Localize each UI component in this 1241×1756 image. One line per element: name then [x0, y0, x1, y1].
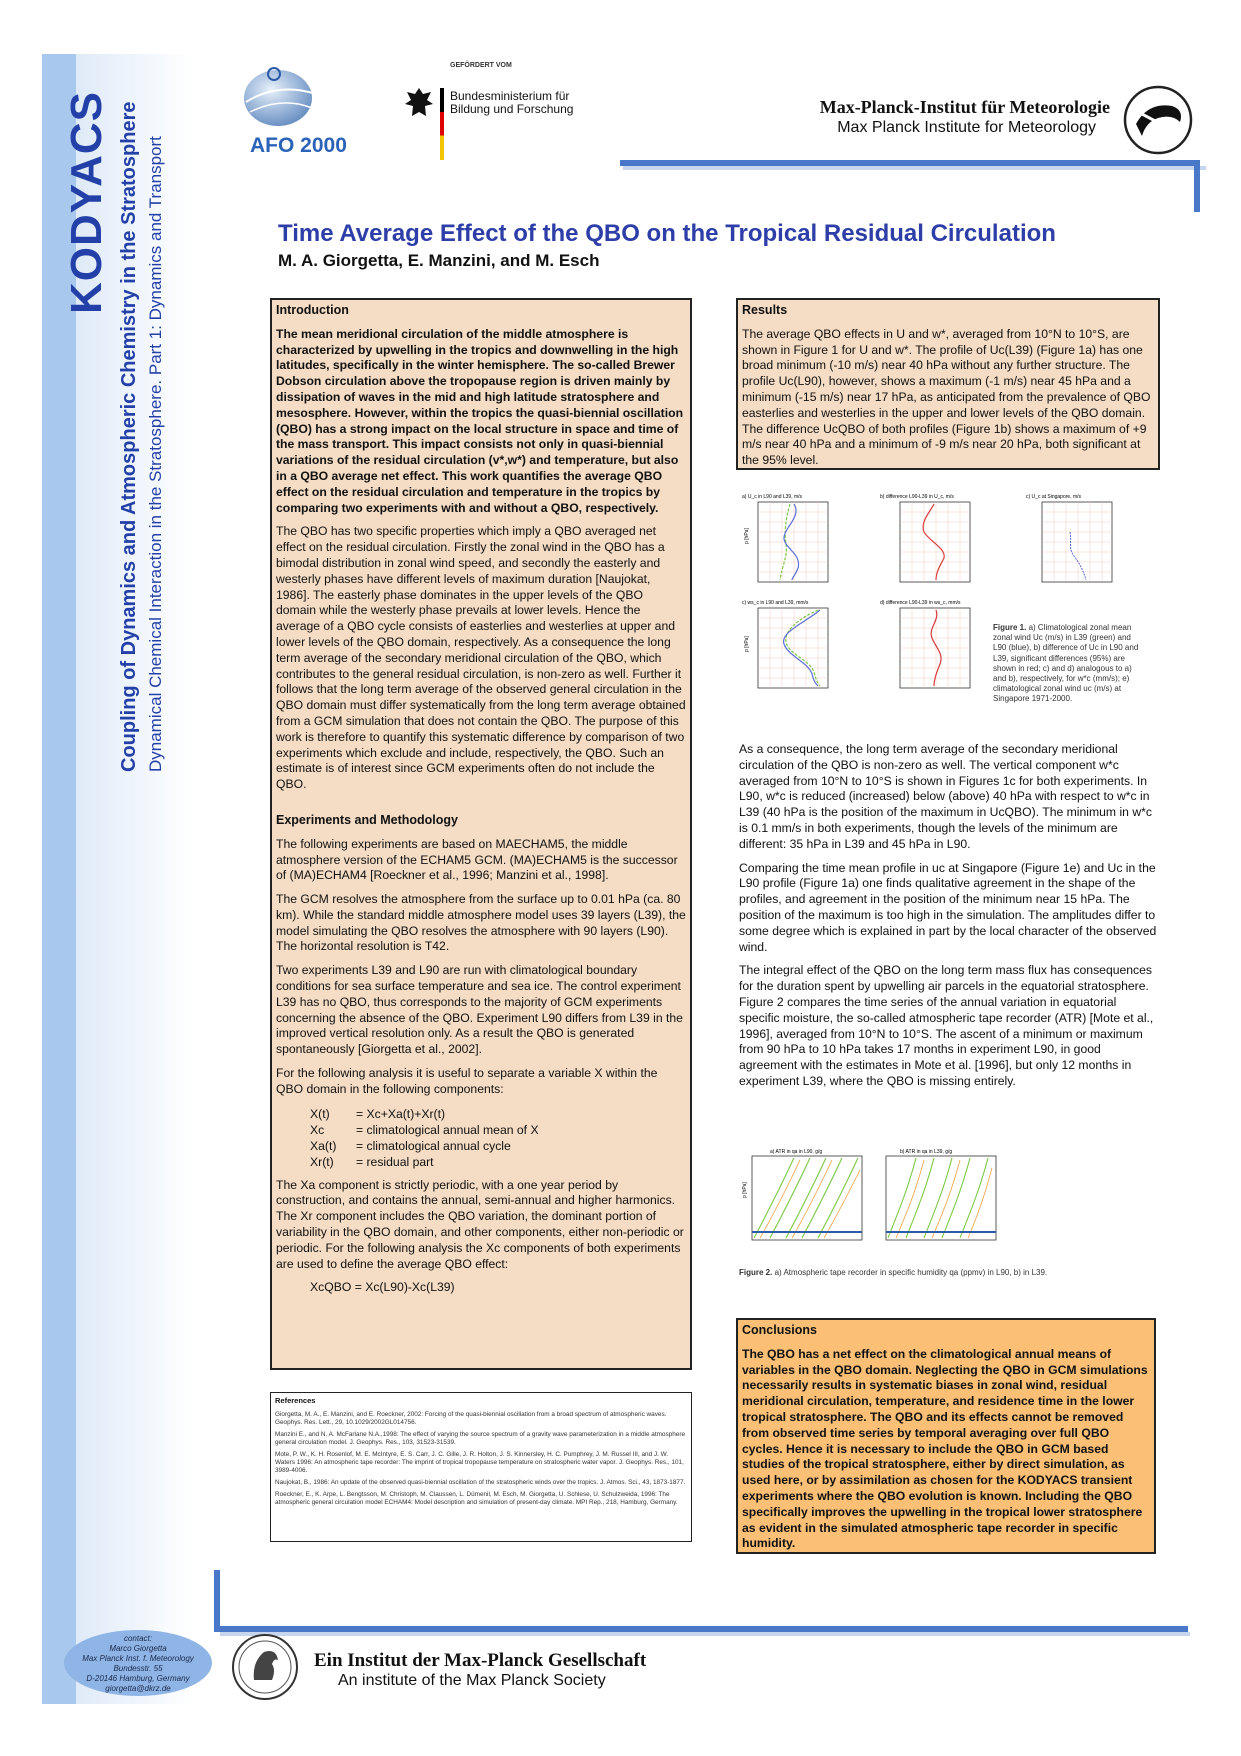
contact-line: Bundesstr. 55	[113, 1664, 163, 1673]
contact-line: Marco Giorgetta	[109, 1644, 167, 1653]
panel-title: b) ATR in qa in L39, g/g	[900, 1149, 953, 1155]
references-section	[270, 1392, 692, 1542]
results-paragraph: The average QBO effects in U and w*, averaged from 10°N to 10°S, are shown in Figure 1 for U and w*. The profile of Uc(L39) (Figure 1a) has one broad minimum (-10 m/s) near 40 hPa without any further structure. The profile Uc(L90), however, shows a maximum (-1 m/s) near 45 hPa and a minimum (-15 m/s) near 17 hPa, as anticipated from the prevalence of QBO easterlies and westerlies in the upper and lower levels of the QBO domain. The difference UcQBO of both profiles (Figure 1b) shows a maximum of +9 m/s near 40 hPa and a minimum of -9 m/s near 20 hPa, both significant at the 95% level.	[742, 326, 1151, 468]
mpi-meteorology-logo	[1122, 84, 1194, 156]
society-name-en: An institute of the Max Planck Society	[338, 1672, 606, 1689]
methods-paragraph: For the following analysis it is useful to separate a variable X within the QBO domain in the following components:	[276, 1066, 658, 1096]
minerva-logo	[230, 1632, 300, 1702]
formula-rhs: = climatological annual mean of X	[356, 1122, 539, 1137]
fig2-panel-b	[886, 1149, 996, 1240]
project-title: KODYACS	[62, 91, 111, 314]
caption-text: a) Atmospheric tape recorder in specific humidity qa (ppmv) in L90, b) in L39.	[774, 1268, 1048, 1277]
fig1-panel-c	[742, 600, 828, 688]
methods-paragraph: The following experiments are based on MAECHAM5, the middle atmosphere version of the ECHAM5 GCM. (MA)ECHAM5 is the successor of (MA)ECHAM4 [Roeckner et al., 1996; Manzini et al., 1998].	[276, 836, 678, 883]
frame-line	[214, 1626, 1188, 1632]
contact-email[interactable]: giorgetta@dkrz.de	[105, 1684, 171, 1693]
contact-line: contact:	[123, 1634, 152, 1643]
reference-item: Giorgetta, M. A., E. Manzini, and E. Roeckner, 2002: Forcing of the quasi-biennial oscillation from a broad spectrum of atmospheric waves. Geophys. Res. Lett., 29, 10.1029/2002GL014756.	[275, 1411, 667, 1426]
reference-item: Naujokat, B., 1986: An update of the observed quasi-biennial oscillation of the stratospheric winds over the tropics. J. Atmos. Sci., 43, 1873-1877.	[275, 1479, 686, 1486]
formula-rhs: = residual part	[356, 1154, 434, 1169]
frame-shadow	[623, 166, 1206, 170]
panel-title: a) U_c in L90 and L39, m/s	[742, 494, 803, 500]
panel-title: a) ATR in qa in L90, g/g	[770, 1149, 823, 1155]
section-heading: Conclusions	[742, 1323, 818, 1337]
results-paragraph: As a consequence, the long term average of the secondary meridional circulation of the QBO is non-zero as well. The vertical component w*c averaged from 10°N to 10°S is shown in Figures 1c for both experiments. In L90, w*c is reduced (increased) below (above) 40 hPa with respect to w*c in L39 (40 hPa is the position of the maximum in UcQBO). The minimum in w*c is 0.1 mm/s in both experiments, though the levels of the minimum are different: 35 hPa in L39 and 45 hPa in L90.	[739, 742, 1152, 851]
decomposition-formula	[276, 1106, 686, 1170]
fig1-panel-b	[880, 494, 970, 582]
section-heading: Introduction	[276, 303, 349, 317]
german-flag-stripe	[440, 88, 444, 160]
institute-name-en: Max Planck Institute for Meteorology	[837, 119, 1096, 136]
fig2-panel-a	[742, 1149, 862, 1240]
formula-lhs: X(t)	[310, 1106, 330, 1121]
section-heading: Experiments and Methodology	[276, 812, 458, 827]
formula-rhs: = climatological annual cycle	[356, 1138, 511, 1153]
frame-shadow	[220, 1632, 1190, 1636]
figure-2-caption	[739, 1268, 1047, 1277]
methods-paragraph: The Xa component is strictly periodic, with a one year period by construction, and contains the annual, semi-annual and higher harmonics. The Xr component includes the QBO variation, the dominant portion of variability in the QBO domain, and other components, either non-periodic or periodic. For the following analysis the Xc components of both experiments are used to define the average QBO effect:	[276, 1177, 684, 1271]
methods-paragraph: Two experiments L39 and L90 are run with climatological boundary conditions for sea surface temperature and sea ice. The control experiment L39 has no QBO, thus corresponds to the majority of GCM experiments concerning the absence of the QBO. Experiment L90 differs from L39 in the improved vertical resolution only. As a result the QBO is generated spontaneously [Giorgetta et al., 2002].	[276, 963, 683, 1057]
conclusions-paragraph: The QBO has a net effect on the climatological annual means of variables in the QBO domain. Neglecting the QBO in GCM simulations necessarily results in systematic biases in zonal wind, residual meridional circulation, temperature, and residence time in the lower tropical stratosphere. The QBO and its effects cannot be removed from observed time series by temporal averaging over full QBO cycles. Hence it is necessary to include the QBO in GCM based studies of the tropical stratosphere, either by direct simulation, as used here, or by assimilation as chosen for the KODYACS transient experiments where the QBO evolution is known. Including the QBO specifically improves the upwelling in the tropical lower stratosphere as evident in the simulated atmospheric tape recorder in specific humidity.	[742, 1346, 1148, 1551]
reference-item: Manzini E., and N. A. McFarlane N.A.,1998: The effect of varying the source spectrum of a gravity wave parameterization in a middle atmosphere general circulation model. J. Geophys. Res., 103, 31523-31539.	[275, 1431, 686, 1446]
panel-title: b) difference L90-L39 in U_c, m/s	[880, 494, 954, 500]
afo-label: AFO 2000	[250, 134, 347, 157]
section-heading: Results	[742, 303, 788, 317]
panel-title: d) difference L90-L39 in ws_c, mm/s	[880, 600, 961, 606]
caption-label: Figure 1.	[993, 623, 1027, 632]
reference-item: Mote, P. W., K. H. Rosenlof, M. E. McIntyre, E. S. Carr, J. C. Gille, J. R. Holton, J. S. Kinnersley, H. C. Pumphrey, J. M. Russel III, and J. W. Waters 1996: An atmospheric tape recorder: The imprint of tropical tropopause temperature on stratospheric water vapor. J. Geophys. Res., 101, 3989-4006.	[275, 1451, 684, 1474]
fig1-panel-d	[880, 600, 970, 688]
formula-lhs: Xc	[310, 1122, 325, 1137]
federal-eagle-icon	[404, 86, 434, 122]
panel-title: c) U_c at Singapore, m/s	[1026, 494, 1082, 500]
institute-name-de: Max-Planck-Institut für Meteorologie	[819, 97, 1110, 117]
frame-line	[1194, 160, 1200, 212]
caption-label: Figure 2.	[739, 1268, 773, 1277]
conclusions-section	[736, 1318, 1156, 1554]
axis-label: p [hPa]	[744, 636, 750, 652]
reference-item: Roeckner, E., K. Arpe, L. Bengtsson, M. Christoph, M. Claussen, L. Dümenil, M. Esch, M. Giorgetta, U. Schlese, U. Schulzweida, 1996: The atmospheric general circulation model ECHAM4: Model description and simulation of present-day climate. MPI Rep., 218, Hamburg, Germany.	[275, 1491, 678, 1506]
contact-line: D-20146 Hamburg, Germany	[86, 1674, 190, 1683]
afo-globe-logo	[238, 62, 324, 128]
figure-2	[740, 1148, 1002, 1244]
axis-label: p [hPa]	[744, 528, 750, 544]
intro-paragraph: The mean meridional circulation of the middle atmosphere is characterized by upwelling in the tropics and downwelling in the high latitudes, specifically in the winter hemisphere. The so-called Brewer Dobson circulation above the tropopause region is driven mainly by dissipation of waves in the mid and high latitude stratosphere and mesosphere. However, within the tropics the quasi-biennial oscillation (QBO) has a strong impact on the local structure in space and time of the mass transport. This impact consists not only in quasi-biennial variations of the residual circulation (v*,w*) and temperature, but also in a QBO average net effect. This work quantifies the average QBO effect on the residual circulation and temperature in the tropics by comparing two experiments with and without a QBO, respectively.	[276, 326, 684, 515]
frame-line	[214, 1570, 220, 1632]
figure-1-caption	[993, 623, 1143, 705]
frame-line	[620, 160, 1200, 166]
results-continued	[739, 742, 1159, 1098]
contact-line: Max Planck Inst. f. Meteorology	[82, 1654, 194, 1663]
bmbf-funding-note: GEFÖRDERT VOM	[450, 62, 512, 69]
fig1-panel-a	[742, 494, 828, 582]
references-heading: References	[275, 1396, 316, 1405]
fig1-panel-c-singapore	[1026, 494, 1112, 582]
results-section	[736, 298, 1160, 470]
poster-authors: M. A. Giorgetta, E. Manzini, and M. Esch	[278, 251, 600, 270]
methods-paragraph: The GCM resolves the atmosphere from the surface up to 0.01 hPa (ca. 80 km). While the standard middle atmosphere model uses 39 layers (L39), the model simulating the QBO resolves the atmosphere with 90 layers (L90). The horizontal resolution is T42.	[276, 892, 686, 954]
bmbf-name: Bundesministerium für Bildung und Forschung	[450, 89, 574, 116]
intro-paragraph: The QBO has two specific properties which imply a QBO averaged net effect on the residual circulation. Firstly the zonal wind in the QBO has a bimodal distribution in zonal wind speed, and secondly the easterly and westerly phases have different levels of maximum duration [Naujokat, 1986]. The easterly phase dominates in the upper levels of the QBO domain while the westerly phase prevails at lower levels. Hence the average of a QBO cycle consists of easterlies and westerlies at upper and lower levels of the QBO domain, respectively. As a consequence the long term average of the secondary meridional circulation of the QBO, which contributes to the general residual circulation, is non-zero as well. Further it follows that the long term average of the observed general circulation in the QBO domain must differ systematically from the long term average obtained from a GCM simulation that does not contain the QBO. The purpose of this work is therefore to quantify this systematic difference by comparison of two experiments which exclude and include, respectively, the QBO. Such an estimate is of interest since GCM experiments often do not include the QBO.	[276, 524, 686, 792]
poster-title: Time Average Effect of the QBO on the Tropical Residual Circulation	[278, 220, 1056, 247]
introduction-section	[270, 298, 692, 1370]
contact-badge	[64, 1630, 212, 1696]
formula-lhs: Xr(t)	[310, 1154, 334, 1169]
qbo-effect-formula: XcQBO = Xc(L90)-Xc(L39)	[310, 1280, 455, 1295]
society-name-de: Ein Institut der Max-Planck Gesellschaft	[314, 1650, 647, 1671]
formula-rhs: = Xc+Xa(t)+Xr(t)	[356, 1106, 446, 1121]
project-subtitle: Coupling of Dynamics and Atmospheric Chemistry in the Stratosphere	[118, 101, 140, 772]
formula-lhs: Xa(t)	[310, 1138, 337, 1153]
axis-label: p [hPa]	[742, 1182, 748, 1198]
results-paragraph: The integral effect of the QBO on the long term mass flux has consequences for the duration spent by upwelling air parcels in the equatorial stratosphere. Figure 2 compares the time series of the annual variation in equatorial specific moisture, the so-called atmospheric tape recorder (ATR) [Mote et al., 1996], averaged from 10°N to 10°S. The ascent of a minimum or maximum from 90 hPa to 10 hPa takes 17 months in experiment L90, in good agreement with the estimates in Mote et al. [1996], but only 12 months in experiment L39, where the QBO is missing entirely.	[739, 963, 1154, 1088]
project-part-title: Dynamical Chemical Interaction in the Stratosphere. Part 1: Dynamics and Transport	[146, 136, 165, 772]
caption-text: a) Climatological zonal mean zonal wind Uc (m/s) in L39 (green) and L90 (blue), b) difference of Uc in L90 and L39, significant differences (95%) are shown in red; c) and d) analogous to a) and b), respectively, for w*c (mm/s); e) climatological zonal wind uc (m/s) at Singapore 1971-2000.	[993, 623, 1139, 704]
results-paragraph: Comparing the time mean profile in uc at Singapore (Figure 1e) and Uc in the L90 profile (Figure 1a) one finds qualitative agreement in the shape of the profiles, and agreement in the position of the minimum near 15 hPa. The position of the maximum is too high in the simulation. The amplitudes differ to some degree which is explained in part by the local character of the observed wind.	[739, 860, 1157, 954]
panel-title: c) ws_c in L90 and L39, mm/s	[742, 600, 809, 606]
